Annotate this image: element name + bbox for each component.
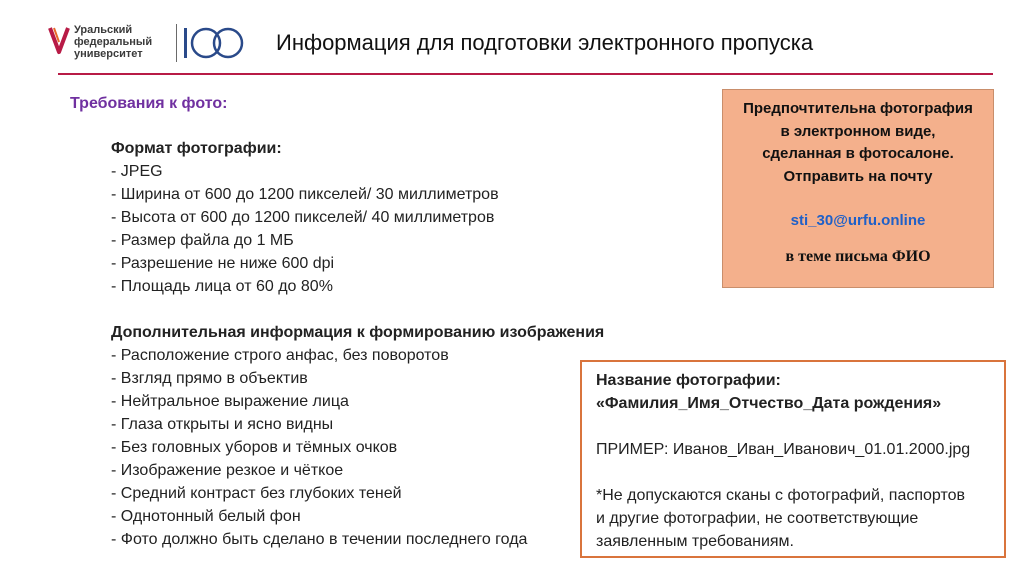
list-item: - Однотонный белый фон [111, 508, 301, 525]
naming-note-line-3: заявленным требованиям. [596, 533, 794, 550]
list-item: - Площадь лица от 60 до 80% [111, 278, 333, 295]
list-item: - Высота от 600 до 1200 пикселей/ 40 миллиметров [111, 209, 495, 226]
email-subject-note: в теме письма ФИО [785, 247, 931, 265]
list-item: - Ширина от 600 до 1200 пикселей/ 30 миллиметров [111, 186, 499, 203]
university-logo [48, 22, 248, 66]
naming-title: Название фотографии: [596, 372, 781, 389]
logo-divider [176, 24, 177, 62]
naming-example: ПРИМЕР: Иванов_Иван_Иванович_01.01.2000.jpg [596, 441, 971, 458]
format-heading: Формат фотографии: [111, 140, 282, 157]
list-item: - Без головных уборов и тёмных очков [111, 439, 398, 456]
list-item: - Изображение резкое и чёткое [111, 462, 344, 479]
photo-naming-box [580, 360, 1006, 558]
callout-line-4: Отправить на почту [783, 167, 933, 185]
logo-line-2: федеральный [74, 36, 153, 48]
naming-note-line-1: *Не допускаются сканы с фотографий, паспортов [596, 487, 966, 504]
list-item: - Разрешение не ниже 600 dpi [111, 255, 335, 272]
logo-line-1: Уральский [74, 24, 133, 36]
list-item: - Размер файла до 1 МБ [111, 232, 294, 249]
list-item: - Средний контраст без глубоких теней [111, 485, 402, 502]
list-item: - JPEG [111, 163, 163, 180]
list-item: - Глаза открыты и ясно видны [111, 416, 334, 433]
naming-pattern: «Фамилия_Имя_Отчество_Дата рождения» [596, 395, 942, 412]
callout-line-2: в электронном виде, [780, 122, 936, 140]
list-item: - Фото должно быть сделано в течении последнего года [111, 531, 528, 548]
page-title: Информация для подготовки электронного пропуска [276, 30, 814, 55]
list-item: - Расположение строго анфас, без поворотов [111, 347, 449, 364]
header-divider [58, 73, 993, 75]
photo-requirements-heading: Требования к фото: [70, 95, 228, 112]
email-link[interactable]: sti_30@urfu.online [790, 212, 926, 229]
list-item: - Взгляд прямо в объектив [111, 370, 308, 387]
logo-line-3: университет [74, 48, 143, 60]
photo-submission-callout [722, 89, 994, 288]
naming-note-line-2: и другие фотографии, не соответствующие [596, 510, 919, 527]
callout-line-1: Предпочтительна фотография [743, 100, 973, 117]
logo-wordmark [74, 24, 152, 60]
format-list [111, 160, 671, 298]
urfu-logo-mark-icon [48, 26, 70, 56]
list-item: - Нейтральное выражение лица [111, 393, 349, 410]
callout-line-3: сделанная в фотосалоне. [762, 145, 954, 162]
centenary-logo-icon [182, 22, 248, 64]
extra-info-heading: Дополнительная информация к формированию изображения [111, 324, 605, 341]
